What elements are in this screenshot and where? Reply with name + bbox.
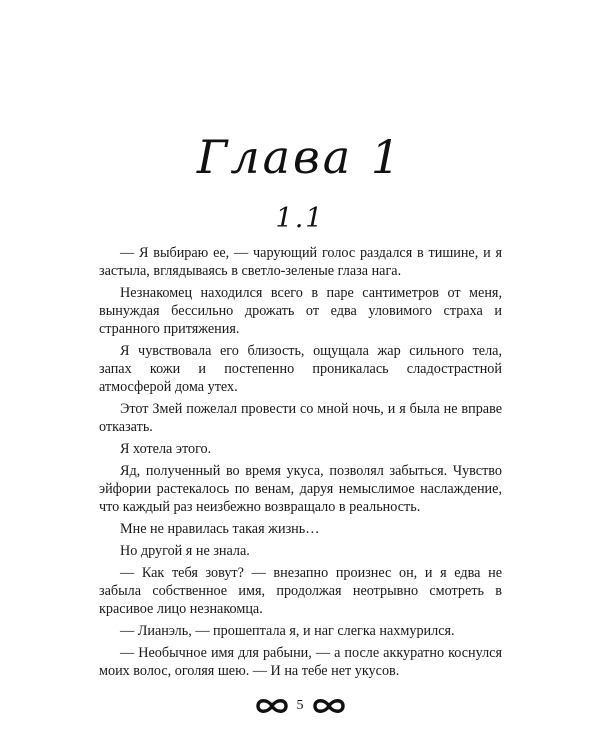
paragraph: Я чувствовала его близость, ощущала жар сильного тела, запах кожи и постепенно проникалась сладострастной атмосферой дома утех.	[99, 343, 502, 395]
page-number: 5	[296, 698, 304, 713]
section-title: 1.1	[275, 203, 325, 234]
paragraph: — Необычное имя для рабыни, — а после аккуратно коснулся моих волос, оголяя шею. — И на тебе нет укусов.	[99, 645, 502, 679]
chapter-body	[99, 244, 502, 684]
infinity-ornament-icon	[255, 696, 289, 716]
infinity-ornament-icon	[312, 696, 346, 716]
paragraph: — Лианэль, — прошептала я, и наг слегка нахмурился.	[120, 623, 455, 639]
paragraph: Но другой я не знала.	[120, 543, 250, 559]
paragraph: Этот Змей пожелал провести со мной ночь, и я была не вправе отказать.	[99, 401, 502, 435]
page-footer	[0, 691, 600, 721]
chapter-title: Глава 1	[196, 130, 404, 184]
paragraph: — Как тебя зовут? — внезапно произнес он, и я едва не забыла собственное имя, продолжая неотрывно смотреть в красивое лицо незнакомца.	[99, 565, 502, 617]
paragraph: Мне не нравилась такая жизнь…	[120, 521, 320, 537]
paragraph: — Я выбираю ее, — чарующий голос раздался в тишине, и я застыла, вглядываясь в светло-зеленые глаза нага.	[99, 245, 502, 279]
paragraph: Яд, полученный во время укуса, позволял забыться. Чувство эйфории растекалось по венам, даруя немыслимое наслаждение, что каждый раз неизбежно возвращало в реальность.	[99, 463, 502, 515]
paragraph: Я хотела этого.	[120, 441, 212, 457]
paragraph: Незнакомец находился всего в паре сантиметров от меня, вынуждая бессильно дрожать от едва уловимого страха и странного притяжения.	[99, 285, 502, 337]
